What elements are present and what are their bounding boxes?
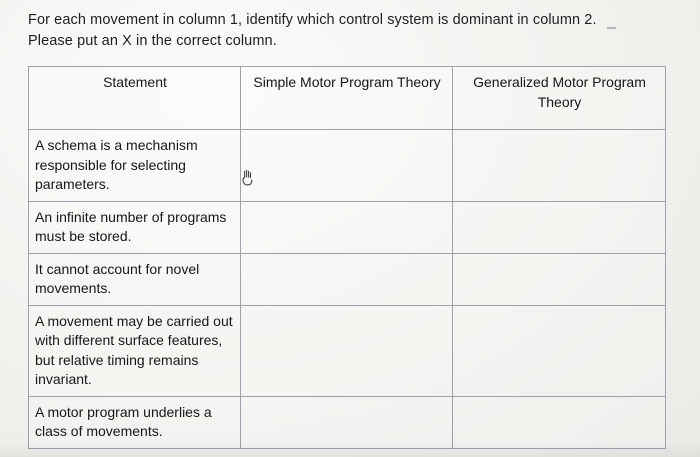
instructions-line-1: For each movement in column 1, identify which control system is dominant in column 2.	[28, 12, 597, 28]
column-header-generalized-motor-program-theory: Generalized Motor Program Theory	[453, 67, 666, 130]
stray-mark	[607, 27, 616, 29]
statement-cell: A movement may be carried out with different surface features, but relative timing remains invariant.	[29, 305, 241, 396]
answer-cell-generalized[interactable]	[453, 201, 666, 253]
worksheet-table	[28, 66, 666, 449]
table-header-row	[29, 67, 666, 130]
answer-cell-simple[interactable]	[241, 201, 453, 253]
table-row	[29, 130, 666, 202]
statement-cell: An infinite number of programs must be stored.	[29, 201, 241, 253]
statement-cell: A motor program underlies a class of movements.	[29, 396, 241, 448]
page-edge-shadow	[0, 441, 700, 457]
column-header-statement: Statement	[29, 67, 241, 130]
table-row	[29, 201, 666, 253]
table-row	[29, 305, 666, 396]
column-header-simple-motor-program-theory: Simple Motor Program Theory	[241, 67, 453, 130]
table-row	[29, 253, 666, 305]
answer-cell-generalized[interactable]	[453, 305, 666, 396]
answer-cell-generalized[interactable]	[453, 253, 666, 305]
answer-cell-simple[interactable]	[241, 305, 453, 396]
statement-cell: A schema is a mechanism responsible for selecting parameters.	[29, 130, 241, 202]
statement-cell: It cannot account for novel movements.	[29, 253, 241, 305]
instructions	[28, 10, 682, 52]
answer-cell-simple[interactable]	[241, 130, 453, 202]
answer-cell-simple[interactable]	[241, 253, 453, 305]
instructions-line-2: Please put an X in the correct column.	[28, 33, 277, 49]
answer-cell-generalized[interactable]	[453, 130, 666, 202]
